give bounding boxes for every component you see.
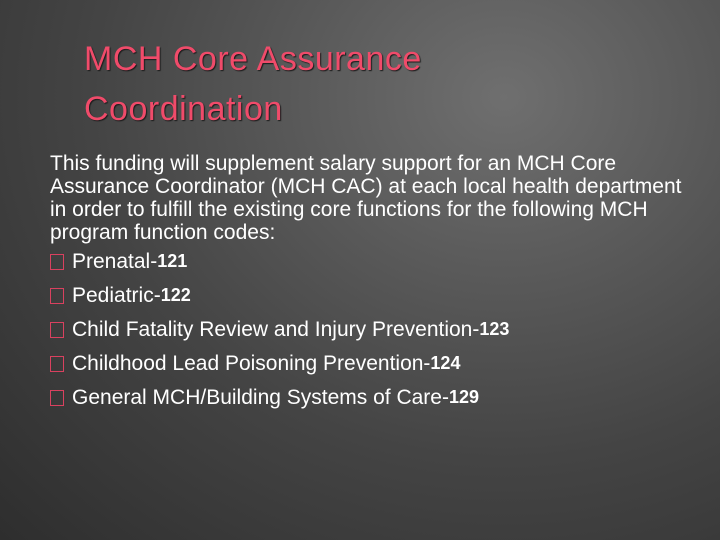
square-bullet-icon — [50, 322, 64, 338]
item-label: Child Fatality Review and Injury Prevention- — [72, 317, 480, 341]
square-bullet-icon — [50, 390, 64, 406]
function-code-list — [50, 244, 690, 414]
title-line-1: MCH Core Assurance — [84, 40, 422, 78]
item-code: 123 — [479, 318, 510, 339]
title-line-2: Coordination — [84, 90, 283, 128]
item-code: 122 — [160, 284, 191, 305]
square-bullet-icon — [50, 356, 64, 372]
list-item — [50, 244, 690, 278]
item-label: Pediatric- — [72, 283, 161, 307]
item-code: 129 — [448, 386, 480, 407]
list-item — [50, 278, 690, 312]
intro-paragraph: This funding will supplement salary support for an MCH Core Assurance Coordinator (MCH CAC) at each local health department in order to fulfill the existing core functions for the following MCH program function codes: — [50, 152, 682, 244]
list-item — [50, 346, 690, 380]
item-label: General MCH/Building Systems of Care- — [72, 385, 449, 409]
slide-title — [84, 34, 644, 134]
list-item — [50, 312, 690, 346]
item-label: Prenatal- — [72, 249, 158, 273]
item-label: Childhood Lead Poisoning Prevention- — [72, 351, 431, 375]
slide-body — [50, 152, 690, 414]
item-code: 124 — [430, 352, 461, 373]
item-code: 121 — [157, 250, 188, 271]
list-item — [50, 380, 690, 414]
square-bullet-icon — [50, 254, 64, 270]
square-bullet-icon — [50, 288, 64, 304]
